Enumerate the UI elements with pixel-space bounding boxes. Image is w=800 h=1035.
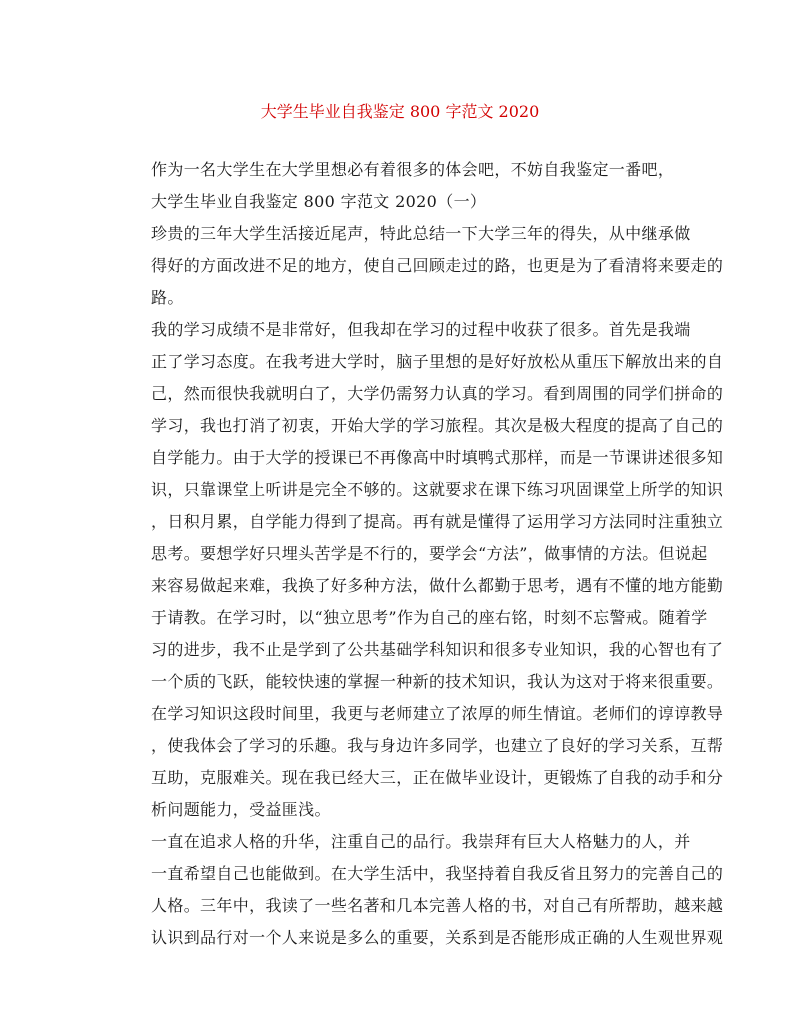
text-line: 得好的方面改进不足的地方，使自己回顾走过的路，也更是为了看清将来要走的 [151, 256, 724, 275]
text-line: 思考。要想学好只埋头苦学是不行的，要学会“方法”，做事情的方法。但说起 [151, 544, 708, 563]
text-line: 一个质的飞跃，能较快速的掌握一种新的技术知识，我认为这对于将来很重要。 [151, 672, 724, 691]
text-line: 大学生毕业自我鉴定 800 字范文 2020（一） [151, 192, 487, 211]
text-line: 正了学习态度。在我考进大学时，脑子里想的是好好放松从重压下解放出来的自 [151, 352, 724, 371]
text-line: 人格。三年中，我读了一些名著和几本完善人格的书，对自己有所帮助，越来越 [151, 896, 724, 915]
text-line: 来容易做起来难，我换了好多种方法，做什么都勤于思考，遇有不懂的地方能勤 [151, 576, 724, 595]
text-line: 互助，克服难关。现在我已经大三，正在做毕业设计，更锻炼了自我的动手和分 [151, 768, 724, 787]
text-line: 认识到品行对一个人来说是多么的重要，关系到是否能形成正确的人生观世界观 [151, 928, 724, 947]
paragraph [118, 218, 724, 314]
paragraph [118, 314, 724, 826]
text-line: 在学习知识这段时间里，我更与老师建立了浓厚的师生情谊。老师们的谆谆教导 [151, 704, 724, 723]
text-line: 一直在追求人格的升华，注重自己的品行。我崇拜有巨大人格魅力的人，并 [151, 832, 691, 851]
text-line: 我的学习成绩不是非常好，但我却在学习的过程中收获了很多。首先是我端 [151, 320, 691, 339]
text-line: 一直希望自己也能做到。在大学生活中，我坚持着自我反省且努力的完善自己的 [151, 864, 724, 883]
text-line: 学习，我也打消了初衷，开始大学的学习旅程。其次是极大程度的提高了自己的 [151, 416, 724, 435]
paragraph [118, 154, 678, 186]
text-line: 于请教。在学习时，以“独立思考”作为自己的座右铭，时刻不忘警戒。随着学 [151, 608, 708, 627]
paragraph [118, 186, 678, 218]
text-line: 珍贵的三年大学生活接近尾声，特此总结一下大学三年的得失，从中继承做 [151, 224, 691, 243]
text-line: 析问题能力，受益匪浅。 [151, 800, 331, 819]
text-line: 作为一名大学生在大学里想必有着很多的体会吧，不妨自我鉴定一番吧， [151, 160, 675, 179]
document-body [118, 154, 724, 954]
document-title: 大学生毕业自我鉴定 800 字范文 2020 [260, 102, 540, 121]
text-line: 路。 [151, 288, 184, 307]
text-line: 识，只靠课堂上听讲是完全不够的。这就要求在课下练习巩固课堂上所学的知识 [151, 480, 724, 499]
text-line: ，使我体会了学习的乐趣。我与身边许多同学，也建立了良好的学习关系，互帮 [151, 736, 724, 755]
text-line: 自学能力。由于大学的授课已不再像高中时填鸭式那样，而是一节课讲述很多知 [151, 448, 724, 467]
text-line: 己，然而很快我就明白了，大学仍需努力认真的学习。看到周围的同学们拼命的 [151, 384, 724, 403]
paragraph [118, 826, 724, 954]
text-line: ，日积月累，自学能力得到了提高。再有就是懂得了运用学习方法同时注重独立 [151, 512, 724, 531]
text-line: 习的进步，我不止是学到了公共基础学科知识和很多专业知识，我的心智也有了 [151, 640, 724, 659]
